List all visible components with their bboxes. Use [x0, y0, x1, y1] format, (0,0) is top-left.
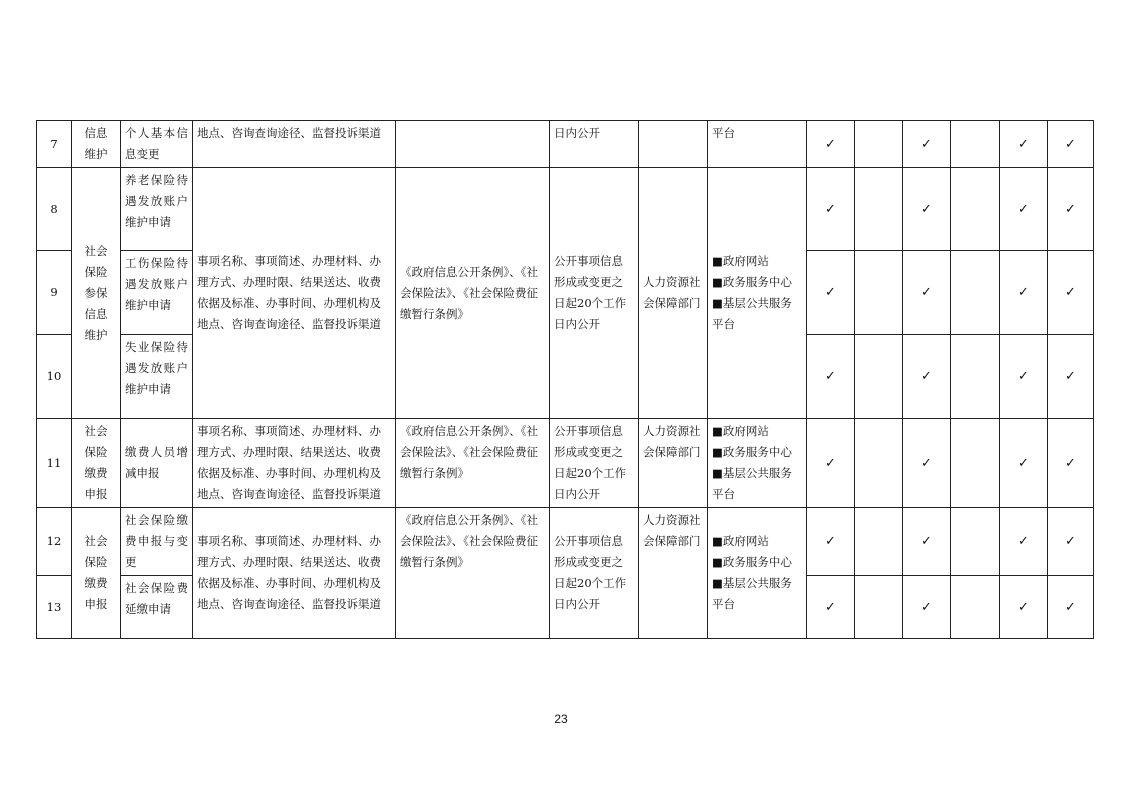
- check-mark: ✓: [903, 335, 951, 419]
- empty-cell: [951, 121, 1000, 168]
- empty-cell: [855, 419, 903, 508]
- item-name-cell: 养老保险待遇发放账户维护申请: [121, 168, 193, 251]
- check-mark: ✓: [1048, 508, 1094, 576]
- basis-cell: 《政府信息公开条例》、《社会保险法》、《社会保险费征缴暂行条例》: [396, 168, 550, 419]
- check-mark: ✓: [903, 508, 951, 576]
- check-mark: ✓: [1048, 419, 1094, 508]
- table-row: [37, 121, 1094, 168]
- row-number: 13: [37, 576, 72, 639]
- check-mark: ✓: [1048, 251, 1094, 335]
- item-name-cell: 工伤保险待遇发放账户维护申请: [121, 251, 193, 335]
- check-mark: ✓: [1000, 419, 1048, 508]
- category-cell: 社会 保险 缴费 申报: [72, 419, 121, 508]
- category-cell: 信息 维护: [72, 121, 121, 168]
- basis-cell: [396, 121, 550, 168]
- check-mark: ✓: [1000, 168, 1048, 251]
- time-limit-cell: 公开事项信息形成或变更之日起20个工作日内公开: [550, 419, 639, 508]
- check-mark: ✓: [1048, 121, 1094, 168]
- department-cell: [639, 121, 708, 168]
- department-cell: 人力资源社会保障部门: [639, 168, 708, 419]
- check-mark: ✓: [1048, 168, 1094, 251]
- content-cell: 地点、咨询查询途径、监督投诉渠道: [193, 121, 396, 168]
- check-mark: ✓: [903, 121, 951, 168]
- check-mark: ✓: [903, 168, 951, 251]
- empty-cell: [855, 508, 903, 576]
- row-number: 9: [37, 251, 72, 335]
- item-name-cell: 社会保险费延缴申请: [121, 576, 193, 639]
- time-limit-cell: 公开事项信息形成或变更之日起20个工作日内公开: [550, 168, 639, 419]
- empty-cell: [951, 576, 1000, 639]
- check-mark: ✓: [807, 419, 855, 508]
- disclosure-table: [36, 120, 1094, 639]
- check-mark: ✓: [807, 576, 855, 639]
- department-cell: 人力资源社会保障部门: [639, 419, 708, 508]
- channel-cell: ■政府网站 ■政务服务中心 ■基层公共服务平台: [708, 168, 807, 419]
- content-cell: 事项名称、事项简述、办理材料、办理方式、办理时限、结果送达、收费依据及标准、办事时间、办理机构及地点、咨询查询途径、监督投诉渠道: [193, 419, 396, 508]
- category-cell: 社会 保险 缴费 申报: [72, 508, 121, 639]
- row-number: 10: [37, 335, 72, 419]
- empty-cell: [951, 419, 1000, 508]
- empty-cell: [951, 251, 1000, 335]
- item-name-cell: 社会保险缴费申报与变更: [121, 508, 193, 576]
- channel-cell: ■政府网站 ■政务服务中心 ■基层公共服务平台: [708, 508, 807, 639]
- check-mark: ✓: [1048, 335, 1094, 419]
- check-mark: ✓: [807, 508, 855, 576]
- check-mark: ✓: [903, 576, 951, 639]
- check-mark: ✓: [1000, 335, 1048, 419]
- table-row: [37, 419, 1094, 508]
- basis-cell: 《政府信息公开条例》、《社会保险法》、《社会保险费征缴暂行条例》: [396, 419, 550, 508]
- content-cell: 事项名称、事项简述、办理材料、办理方式、办理时限、结果送达、收费依据及标准、办事时间、办理机构及地点、咨询查询途径、监督投诉渠道: [193, 508, 396, 639]
- row-number: 12: [37, 508, 72, 576]
- check-mark: ✓: [1048, 576, 1094, 639]
- check-mark: ✓: [903, 419, 951, 508]
- time-limit-cell: 公开事项信息形成或变更之日起20个工作日内公开: [550, 508, 639, 639]
- item-name-cell: 缴费人员增减申报: [121, 419, 193, 508]
- check-mark: ✓: [1000, 251, 1048, 335]
- empty-cell: [855, 335, 903, 419]
- empty-cell: [855, 251, 903, 335]
- page-number: 23: [554, 712, 568, 726]
- category-cell: 社会 保险 参保 信息 维护: [72, 168, 121, 419]
- item-name-cell: 个人基本信息变更: [121, 121, 193, 168]
- empty-cell: [951, 168, 1000, 251]
- check-mark: ✓: [807, 121, 855, 168]
- basis-cell: 《政府信息公开条例》、《社会保险法》、《社会保险费征缴暂行条例》: [396, 508, 550, 639]
- empty-cell: [855, 121, 903, 168]
- row-number: 11: [37, 419, 72, 508]
- empty-cell: [951, 508, 1000, 576]
- item-name-cell: 失业保险待遇发放账户维护申请: [121, 335, 193, 419]
- check-mark: ✓: [807, 335, 855, 419]
- check-mark: ✓: [1000, 121, 1048, 168]
- check-mark: ✓: [807, 251, 855, 335]
- table-row: [37, 508, 1094, 576]
- row-number: 7: [37, 121, 72, 168]
- empty-cell: [855, 168, 903, 251]
- table-row: [37, 168, 1094, 251]
- row-number: 8: [37, 168, 72, 251]
- check-mark: ✓: [1000, 576, 1048, 639]
- time-limit-cell: 日内公开: [550, 121, 639, 168]
- check-mark: ✓: [807, 168, 855, 251]
- content-cell: 事项名称、事项简述、办理材料、办理方式、办理时限、结果送达、收费依据及标准、办事时间、办理机构及地点、咨询查询途径、监督投诉渠道: [193, 168, 396, 419]
- check-mark: ✓: [1000, 508, 1048, 576]
- channel-cell: 平台: [708, 121, 807, 168]
- channel-cell: ■政府网站 ■政务服务中心 ■基层公共服务平台: [708, 419, 807, 508]
- check-mark: ✓: [903, 251, 951, 335]
- department-cell: 人力资源社会保障部门: [639, 508, 708, 639]
- empty-cell: [855, 576, 903, 639]
- empty-cell: [951, 335, 1000, 419]
